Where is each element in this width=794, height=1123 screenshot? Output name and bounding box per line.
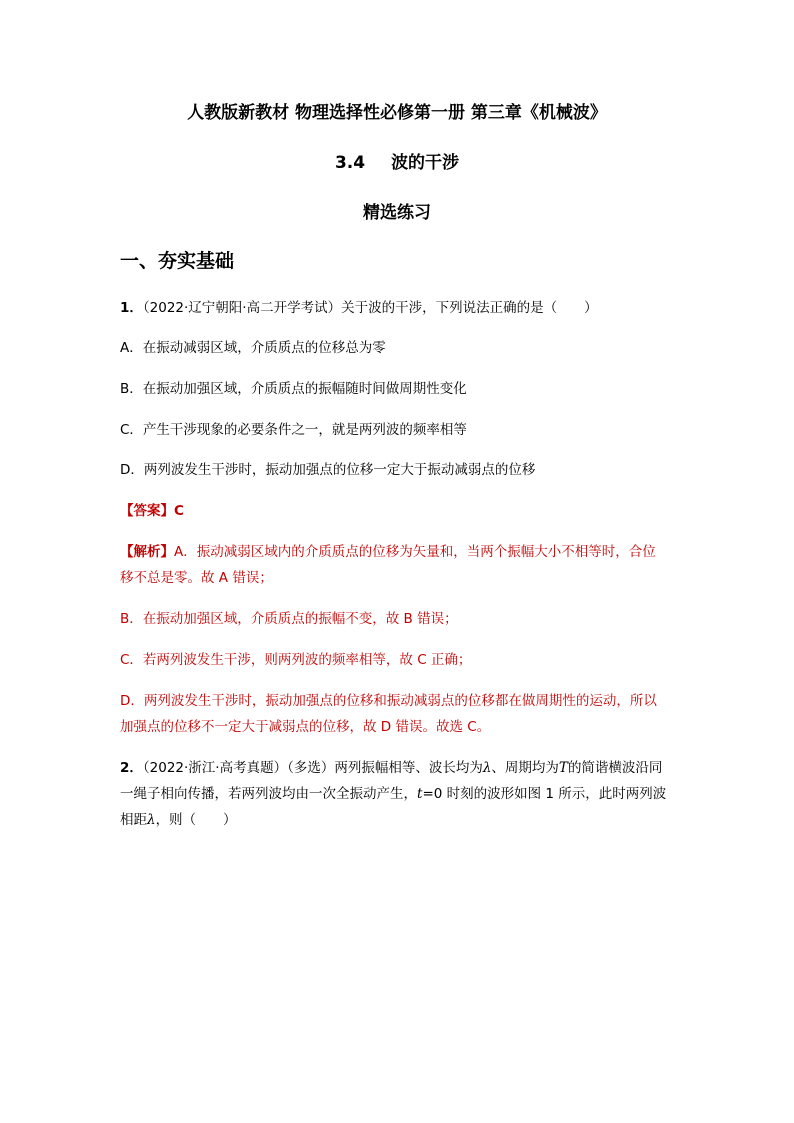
answer-line	[120, 499, 184, 519]
time-symbol: t	[417, 786, 423, 802]
period-symbol: T	[558, 760, 568, 776]
option-d	[120, 458, 535, 478]
question-number: 1．	[120, 300, 143, 316]
analysis-label: 【解析】	[120, 544, 174, 560]
section-name: 波的干涉	[391, 153, 460, 173]
option-letter: D．	[120, 462, 144, 478]
option-letter: B．	[120, 381, 143, 397]
question-text: 的简谐横波沿同	[567, 760, 663, 776]
option-letter: A．	[120, 340, 143, 356]
question-2-line-1	[120, 756, 662, 776]
analysis-line-2: 移不总是零。故 A 错误；	[120, 570, 273, 586]
lambda-symbol: λ	[147, 812, 156, 828]
analysis-line-5: D．两列波发生干涉时，振动加强点的位移和振动减弱点的位移都在做周期性的运动，所以	[120, 693, 657, 709]
part-heading: 一、夯实基础	[120, 250, 235, 272]
question-number: 2．	[120, 760, 143, 776]
option-text: 在振动减弱区域，介质质点的位移总为零	[142, 340, 386, 356]
question-text: （2022·浙江·高考真题）（多选）两列振幅相等、波长均为	[142, 760, 483, 776]
lambda-symbol: λ	[482, 760, 492, 776]
option-text: 在振动加强区域，介质质点的振幅随时间做周期性变化	[142, 381, 467, 397]
section-number: 3.4	[334, 153, 366, 173]
question-1-stem	[120, 296, 598, 316]
option-text: 两列波发生干涉时，振动加强点的位移一定大于振动减弱点的位移	[143, 462, 536, 478]
analysis-line-3: B．在振动加强区域，介质质点的振幅不变，故 B 错误；	[120, 611, 458, 627]
question-2-line-3	[120, 808, 237, 828]
answer-label: 【答案】	[120, 503, 174, 519]
analysis-text: A．振动减弱区域内的介质质点的位移为矢量和，当两个振幅大小不相等时，合位	[174, 544, 656, 560]
question-text: （2022·辽宁朝阳·高二开学考试）关于波的干涉，下列说法正确的是（ ）	[142, 300, 598, 316]
subtitle: 精选练习	[363, 203, 431, 223]
question-text: ，则（ ）	[155, 812, 237, 828]
question-2-line-2	[120, 782, 666, 802]
option-a	[120, 336, 386, 356]
section-title	[0, 148, 794, 173]
analysis-line-4: C．若两列波发生干涉，则两列波的频率相等，故 C 正确；	[120, 652, 472, 668]
analysis-line-6: 加强点的位移不一定大于减弱点的位移，故 D 错误。故选 C。	[120, 719, 491, 735]
question-text: 、周期均为	[491, 760, 559, 776]
analysis-line-1	[120, 540, 656, 560]
answer-value: C	[174, 503, 184, 519]
option-letter: C．	[120, 422, 143, 438]
question-text: 一绳子相向传播，若两列波均由一次全振动产生，	[120, 786, 417, 802]
option-c	[120, 418, 467, 438]
option-text: 产生干涉现象的必要条件之一，就是两列波的频率相等	[142, 422, 467, 438]
document-title: 人教版新教材 物理选择性必修第一册 第三章《机械波》	[187, 103, 607, 123]
option-b	[120, 377, 467, 397]
question-text: =0 时刻的波形如图 1 所示，此时两列波	[422, 786, 667, 802]
question-text: 相距	[120, 812, 147, 828]
